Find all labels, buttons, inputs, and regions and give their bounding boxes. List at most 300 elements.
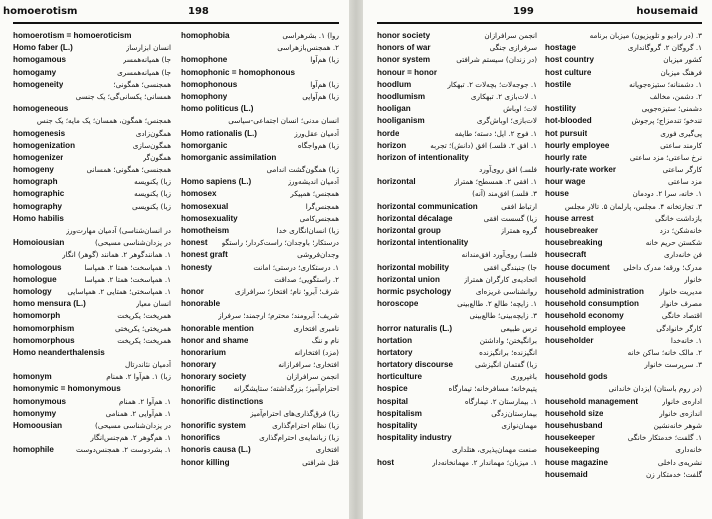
headword: horizontal communication xyxy=(377,201,478,211)
headword: homologue xyxy=(13,274,57,284)
dictionary-entry xyxy=(377,310,537,322)
persian-definition: نرخ ساعتی؛ مزد ساعتی xyxy=(629,152,702,162)
persian-definition: آدمیان اندیشه‌ورز xyxy=(287,177,339,187)
persian-definition: ۳. (در رادیو و تلویزیون) میزبان برنامه xyxy=(589,31,702,40)
headword: homogenizer xyxy=(13,152,64,162)
persian-definition: ۲. راستگویی؛ صداقت xyxy=(274,274,339,284)
dictionary-entry xyxy=(377,335,537,347)
headword: household management xyxy=(545,396,639,406)
persian-definition: ۱. هم‌آوایی ۲. همنامی xyxy=(105,408,171,418)
dictionary-entry xyxy=(181,42,339,54)
dictionary-entry xyxy=(13,420,171,432)
headword: horizontal mobility xyxy=(377,262,449,272)
headword: honorifics xyxy=(181,433,221,443)
right-columns xyxy=(377,30,702,512)
dictionary-entry xyxy=(13,152,171,164)
headword: horror naturalis (L.) xyxy=(377,323,453,333)
dictionary-entry xyxy=(377,201,537,213)
dictionary-entry xyxy=(377,383,537,395)
headword: hot pursuit xyxy=(545,128,588,138)
dictionary-entry xyxy=(545,335,702,347)
persian-definition: نام و ننگ xyxy=(311,335,339,345)
dictionary-entry xyxy=(545,237,702,249)
dictionary-entry xyxy=(377,359,537,371)
headword: honors of war xyxy=(377,43,431,53)
right-header-rule xyxy=(377,22,702,24)
headword: hospital xyxy=(377,396,409,406)
headword: honorific system xyxy=(181,421,246,430)
persian-definition: زبا) انسان‌انگاری خدا xyxy=(276,226,339,235)
dictionary-entry xyxy=(181,457,339,469)
persian-definition: همجنس؛ همگون، همسان؛ یک مایه؛ یک جنس xyxy=(36,116,171,126)
headword: homogamous xyxy=(13,55,67,65)
dictionary-entry xyxy=(377,298,537,310)
dictionary-entry xyxy=(13,383,171,395)
headword: horde xyxy=(377,128,400,138)
headword: hooligan xyxy=(377,104,411,114)
dictionary-entry xyxy=(545,298,702,310)
dictionary-entry xyxy=(545,225,702,237)
persian-definition: همجنس؛ همپیکر xyxy=(290,189,339,199)
persian-definition: زبا) هم‌آوایی xyxy=(302,91,339,101)
dictionary-entry xyxy=(181,396,339,408)
dictionary-entry xyxy=(181,213,339,225)
persian-definition: ۱. هم‌گوهر ۲. هم‌جنس‌انگار xyxy=(90,433,171,443)
headword: housecraft xyxy=(545,250,587,260)
dictionary-entry xyxy=(377,371,537,383)
left-column-2 xyxy=(181,30,339,512)
dictionary-entry xyxy=(545,42,702,54)
dictionary-entry xyxy=(181,347,339,359)
headword: hormic psychology xyxy=(377,286,452,296)
persian-definition: انگیزنده؛ برانگیزنده xyxy=(479,347,537,357)
headword: honorable xyxy=(181,299,221,309)
dictionary-entry xyxy=(181,237,339,249)
headword: homo mensura (L.) xyxy=(13,299,86,309)
dictionary-entry xyxy=(181,164,339,176)
headword: househusband xyxy=(545,421,603,430)
dictionary-entry xyxy=(13,188,171,200)
persian-definition: ۱. گروگان ۲. گروگانداری xyxy=(627,43,702,53)
headword: hospitalism xyxy=(377,408,422,418)
persian-definition: برانگیختن؛ واداشتن xyxy=(479,335,537,345)
headword: hourly employee xyxy=(545,140,610,150)
persian-definition: جا) همیانه‌همسر xyxy=(122,55,171,65)
headword: house arrest xyxy=(545,213,594,223)
persian-definition: ۱. دشمنانه؛ ستیزه‌جویانه xyxy=(629,79,702,89)
persian-definition: فلسـ) روی‌آورد افق‌مندانه xyxy=(461,250,537,260)
headword: household gods xyxy=(545,372,608,382)
headword: homophone xyxy=(181,55,228,65)
persian-definition: همگون‌گر xyxy=(142,152,171,162)
headword: honesty xyxy=(181,262,213,272)
persian-definition: نشریه‌ی داخلی xyxy=(657,457,702,467)
dictionary-entry xyxy=(13,54,171,66)
headword: hooliganism xyxy=(377,116,425,126)
persian-definition: انسان ابزارساز xyxy=(125,43,171,53)
persian-definition: مدرک؛ ورقه؛ مدرک داخلی xyxy=(623,262,702,272)
dictionary-entry xyxy=(377,213,537,225)
persian-definition: انسان مدنی؛ انسان اجتماعی-سیاسی xyxy=(228,116,339,126)
headword: hortation xyxy=(377,335,413,345)
headword: horizontal décalage xyxy=(377,213,453,223)
headword: household size xyxy=(545,408,604,418)
dictionary-entry xyxy=(181,115,339,127)
headword: honor and shame xyxy=(181,335,249,345)
headword: Homo habilis xyxy=(13,213,64,223)
persian-definition: ۱. همانندگوهر ۲. همانند (گوهر) انگار xyxy=(62,250,171,260)
headword: homogeneous xyxy=(13,104,69,114)
headword: Homoousian xyxy=(13,421,63,430)
persian-definition: سرفرازی جنگی xyxy=(489,43,537,53)
dictionary-entry xyxy=(545,420,702,432)
headword: host xyxy=(377,457,395,467)
dictionary-entry xyxy=(181,286,339,298)
headword: honest xyxy=(181,238,208,248)
headword: horoscope xyxy=(377,299,419,309)
headword: homophobia xyxy=(181,31,230,40)
dictionary-entry xyxy=(13,140,171,152)
persian-definition: زبا) ۱. هم‌آوا ۲. همنام xyxy=(106,372,171,382)
headword: homography xyxy=(13,201,63,211)
dictionary-entry xyxy=(13,335,171,347)
headword: honor system xyxy=(377,55,431,65)
persian-definition: فرهنگ میزبان xyxy=(660,67,702,77)
dictionary-entry xyxy=(545,457,702,469)
persian-definition: تندخو؛ تندمزاج؛ پرجوش xyxy=(631,116,702,126)
headword: hot-blooded xyxy=(545,116,592,126)
headword: hourly rate xyxy=(545,152,587,162)
dictionary-entry xyxy=(545,140,702,152)
dictionary-entry xyxy=(377,249,537,261)
dictionary-entry xyxy=(181,225,339,237)
dictionary-entry xyxy=(181,67,339,79)
headword: household employee xyxy=(545,323,626,333)
headword: honour = honor xyxy=(377,67,438,77)
headword: honor killing xyxy=(181,457,230,467)
dictionary-entry xyxy=(545,262,702,274)
persian-definition: دشمنی؛ ستیزه‌جویی xyxy=(641,104,702,114)
persian-definition: قتل شرافتی xyxy=(302,457,339,467)
headword: housebreaking xyxy=(545,238,603,248)
headword: homomorphism xyxy=(13,323,75,333)
headword: household consumption xyxy=(545,299,639,309)
dictionary-entry xyxy=(377,432,537,444)
headword: homonymy xyxy=(13,408,57,418)
persian-definition: ۱. افق ۲. فلسـ) افق (دانش)؛ تجربه xyxy=(430,140,537,150)
persian-definition: خانه‌داری xyxy=(675,445,702,455)
headword: homorganic assimilation xyxy=(181,152,277,162)
headword: homotheism xyxy=(181,226,230,235)
persian-definition: ۱. جوجه‌لات؛ بچه‌لات ۲. تبهکار xyxy=(447,79,537,89)
persian-definition: فن خانه‌داری xyxy=(664,250,702,260)
headword: homogeny xyxy=(13,165,54,175)
headword: homosex xyxy=(181,189,217,199)
dictionary-entry xyxy=(181,262,339,274)
persian-definition: کشور میزبان xyxy=(663,55,702,65)
dictionary-entry xyxy=(13,91,171,103)
persian-definition: ۱. خانه‌خدا xyxy=(670,335,702,345)
persian-definition: زبا) نظام احترام‌گذاری xyxy=(272,421,339,430)
headword: household xyxy=(545,274,586,284)
persian-definition: زبا) همگون‌گشت اندامی xyxy=(266,165,339,175)
headword: house xyxy=(545,189,569,199)
dictionary-entry xyxy=(545,30,702,42)
persian-definition: آدمیان عقل‌ورز xyxy=(294,128,339,138)
dictionary-entry xyxy=(545,359,702,371)
right-page-header xyxy=(363,6,712,20)
persian-definition: انسان معیار xyxy=(135,299,171,309)
persian-definition: در یزدان‌شناسی مسیحی) xyxy=(95,421,171,430)
persian-definition: ۱. خانه، سرا ۲. دودمان xyxy=(632,189,702,199)
dictionary-entry xyxy=(13,176,171,188)
dictionary-entry xyxy=(377,262,537,274)
dictionary-entry xyxy=(545,274,702,286)
left-header-rule xyxy=(13,22,339,24)
headword: homonym xyxy=(13,372,52,382)
headword: householder xyxy=(545,335,594,345)
headword: horizontal group xyxy=(377,226,441,235)
headword: homologous xyxy=(13,262,62,272)
dictionary-entry xyxy=(545,115,702,127)
persian-definition: اتحادیه‌ی کارگران همتراز xyxy=(463,274,537,284)
persian-definition: فلسـ) افق روی‌آورد xyxy=(479,165,537,175)
dictionary-entry xyxy=(377,91,537,103)
headword: honor society xyxy=(377,31,431,40)
dictionary-entry xyxy=(181,30,339,42)
persian-definition: روا) ۱. بشرهراسی xyxy=(282,31,339,40)
persian-definition: ۱. فوج ۲. ایل؛ دسته؛ طایفه xyxy=(454,128,537,138)
dictionary-entry xyxy=(181,140,339,152)
dictionary-entry xyxy=(377,128,537,140)
dictionary-entry xyxy=(377,115,537,127)
headword: homophonic = homophonous xyxy=(181,67,295,77)
headword: homosexual xyxy=(181,201,229,211)
headword: homorganic xyxy=(181,140,228,150)
dictionary-entry xyxy=(181,298,339,310)
headword: homograph xyxy=(13,177,58,187)
persian-definition: انجمن سرافرازان xyxy=(484,31,537,40)
dictionary-entry xyxy=(545,213,702,225)
dictionary-entry xyxy=(181,359,339,371)
dictionary-entry xyxy=(377,286,537,298)
persian-definition: ۳. سرپرست خانوار xyxy=(644,360,702,370)
left-page-header xyxy=(0,6,349,20)
headword: homoerotism = homoeroticism xyxy=(13,31,132,40)
dictionary-entry xyxy=(545,383,702,395)
dictionary-entry xyxy=(13,359,171,371)
headword: honorific xyxy=(181,384,216,394)
dictionary-entry xyxy=(377,188,537,200)
persian-definition: زبا) هم‌آوا xyxy=(310,55,339,65)
dictionary-entry xyxy=(181,54,339,66)
dictionary-entry xyxy=(13,432,171,444)
persian-definition: زبا) هم‌آوا xyxy=(310,79,339,89)
left-columns xyxy=(13,30,339,512)
right-page-number: 199 xyxy=(513,6,534,17)
headword: housemaid xyxy=(545,469,588,479)
persian-definition: ۱. همپاسخت؛ همتا ۲. همپاسا xyxy=(84,274,171,284)
persian-definition: نامبری افتخاری xyxy=(293,323,339,333)
persian-definition: زبا) یکنویسی xyxy=(131,201,171,211)
dictionary-entry xyxy=(181,249,339,261)
persian-definition: ۱. همپاسخت؛ همتا ۲. همپاسا xyxy=(84,262,171,272)
persian-definition: همریخت؛ یکریخت xyxy=(117,335,171,345)
dictionary-entry xyxy=(181,420,339,432)
dictionary-entry xyxy=(545,188,702,200)
persian-definition: همریختی؛ یکریختی xyxy=(114,323,171,333)
dictionary-entry xyxy=(545,396,702,408)
headword: Homoiousian xyxy=(13,238,65,248)
headword: horizon xyxy=(377,140,407,150)
left-column-1 xyxy=(13,30,171,512)
persian-definition: ۲. دشمن، مخالف xyxy=(649,91,702,101)
headword: homosexuality xyxy=(181,213,238,223)
dictionary-entry xyxy=(545,371,702,383)
persian-definition: ۱. بشردوست ۲. همجنس‌دوست xyxy=(76,445,171,455)
headword: honest graft xyxy=(181,250,228,260)
persian-definition: اقتصاد خانگی xyxy=(661,311,702,321)
headword: honorary xyxy=(181,360,217,370)
persian-definition: پی‌گیری فوری xyxy=(660,128,702,138)
persian-definition: باغپروری xyxy=(510,372,537,382)
headword: Homo neanderthalensis xyxy=(13,347,105,357)
persian-definition: کارگر خانوادگی xyxy=(656,323,702,333)
dictionary-entry xyxy=(377,323,537,335)
dictionary-entry xyxy=(545,432,702,444)
dictionary-entry xyxy=(377,420,537,432)
dictionary-entry xyxy=(545,164,702,176)
headword: house magazine xyxy=(545,457,608,467)
dictionary-entry xyxy=(545,152,702,164)
headword: homo politicus (L.) xyxy=(181,104,254,114)
headword: homogamy xyxy=(13,67,57,77)
left-page xyxy=(0,0,349,519)
persian-definition: گروه همتراز xyxy=(500,226,537,235)
headword: household administration xyxy=(545,286,644,296)
dictionary-entry xyxy=(377,140,537,152)
dictionary-entry xyxy=(13,115,171,127)
headword: hoodlumism xyxy=(377,91,426,101)
dictionary-entry xyxy=(545,310,702,322)
dictionary-entry xyxy=(13,213,171,225)
headword: housebreaker xyxy=(545,226,599,235)
headword: homomorph xyxy=(13,311,61,321)
persian-definition: بازداشت خانگی xyxy=(655,213,702,223)
dictionary-entry xyxy=(377,54,537,66)
dictionary-entry xyxy=(13,347,171,359)
persian-definition: کارمند ساعتی xyxy=(660,140,702,150)
persian-definition: شکستن حریم خانه xyxy=(645,238,702,248)
persian-definition: (در روم باستان) ایزدان خاندانی xyxy=(608,384,702,394)
persian-definition: ۱. زایچه؛ طالع ۲. طالع‌بینی xyxy=(457,299,537,309)
dictionary-entry xyxy=(13,274,171,286)
dictionary-entry xyxy=(377,67,537,79)
persian-definition: شرف؛ آبرو؛ نام؛ افتخار؛ سرافرازی xyxy=(234,286,339,296)
persian-definition: همجنسی؛ همگونی؛ xyxy=(113,79,171,89)
headword: homomorphous xyxy=(13,335,75,345)
headword: hortatory xyxy=(377,347,413,357)
headword: homogeneity xyxy=(13,79,64,89)
headword: Homo rationalis (L.) xyxy=(181,128,257,138)
dictionary-entry xyxy=(13,201,171,213)
headword: honorable mention xyxy=(181,323,254,333)
persian-definition: انجمن سرافرازان xyxy=(286,372,339,382)
headword: household economy xyxy=(545,311,624,321)
headword: honoris causa (L.) xyxy=(181,445,251,455)
dictionary-entry xyxy=(13,371,171,383)
headword: horizontal union xyxy=(377,274,440,284)
dictionary-entry xyxy=(545,286,702,298)
right-column-1 xyxy=(377,30,537,512)
dictionary-entry xyxy=(181,371,339,383)
persian-definition: اندازه‌ی خانوار xyxy=(659,408,702,418)
persian-definition: لات‌بازی؛ اوباش‌گری xyxy=(476,116,537,126)
headword: homonymic = homonymous xyxy=(13,384,121,394)
persian-definition: در یزدان‌شناسی مسیحی) xyxy=(95,238,171,248)
dictionary-entry xyxy=(545,176,702,188)
persian-definition: ۱. درستکاری؛ درستی؛ امانت xyxy=(253,262,339,272)
persian-definition: زبا) یکنویسه xyxy=(134,177,171,187)
dictionary-entry xyxy=(13,237,171,249)
persian-definition: خانوار xyxy=(684,274,702,284)
persian-definition: ۲. همجنس‌بازهراسی xyxy=(277,43,339,53)
headword: horticulture xyxy=(377,372,422,382)
dictionary-entry xyxy=(13,103,171,115)
persian-definition: جا) همیانه‌همسری xyxy=(117,67,171,77)
dictionary-entry xyxy=(377,408,537,420)
dictionary-entry xyxy=(181,152,339,164)
dictionary-entry xyxy=(181,176,339,188)
headword: honorary society xyxy=(181,372,247,382)
persian-definition: ۳. زایچه‌بینی؛ طالع‌بینی xyxy=(469,311,537,321)
dictionary-entry xyxy=(377,274,537,286)
persian-definition: زبا) یکنویسه xyxy=(134,189,171,199)
persian-definition: افتخاری xyxy=(315,445,339,455)
persian-definition: بیمارستان‌زدگی xyxy=(491,408,537,418)
dictionary-entry xyxy=(13,323,171,335)
dictionary-entry xyxy=(545,103,702,115)
headword: homophile xyxy=(13,445,54,455)
dictionary-entry xyxy=(181,444,339,456)
persian-definition: مصرف خانوار xyxy=(660,299,702,309)
headword: hostility xyxy=(545,104,577,114)
dictionary-entry xyxy=(377,164,537,176)
persian-definition: مزد ساعتی xyxy=(668,177,702,187)
persian-definition: روانشناسی غریزه‌ای xyxy=(475,286,537,296)
dictionary-entry xyxy=(13,310,171,322)
persian-definition: وجدان‌فروشی xyxy=(297,250,339,260)
headword: homophonous xyxy=(181,79,238,89)
persian-definition: همجنس‌کامی xyxy=(299,213,339,223)
persian-definition: شریف؛ آبرومند؛ محترم؛ ارجمند؛ سرفراز xyxy=(218,311,339,321)
persian-definition: شوهر خانه‌نشین xyxy=(653,421,702,430)
dictionary-entry xyxy=(13,249,171,261)
headword: housekeeper xyxy=(545,433,595,443)
dictionary-entry xyxy=(181,91,339,103)
headword: hostile xyxy=(545,79,572,89)
dictionary-entry xyxy=(181,383,339,395)
headword: hospitality industry xyxy=(377,433,452,443)
persian-definition: در انسان‌شناسی) آدمیان مهارت‌ورز xyxy=(65,226,171,235)
left-guide-word: homoerotism xyxy=(3,6,78,17)
persian-definition: گلفت؛ خدمتکار زن xyxy=(646,469,702,479)
dictionary-entry xyxy=(181,323,339,335)
persian-definition: افتخاری؛ سرافرازانه xyxy=(278,360,339,370)
persian-definition: درستکار؛ باوجدان؛ راست‌کردار؛ راستگو xyxy=(221,238,339,248)
dictionary-entry xyxy=(377,444,537,456)
dictionary-entry xyxy=(545,67,702,79)
